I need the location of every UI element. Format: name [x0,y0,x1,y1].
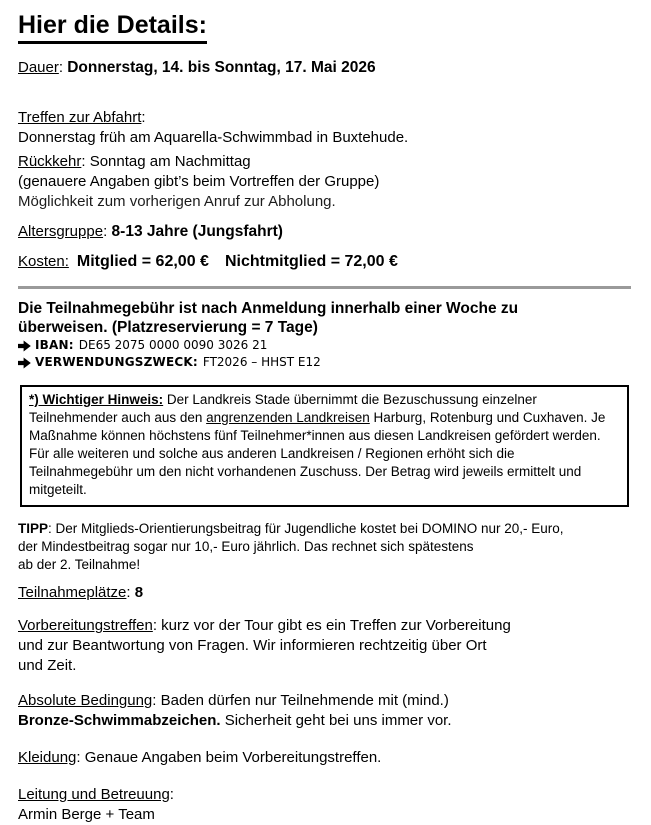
section-dauer [18,58,631,78]
zahlung-note-line1: Die Teilnahmegebühr ist nach Anmeldung innerhalb einer Woche zu [18,300,519,317]
vorbereitung-label: Vorbereitungstreffen [18,617,153,634]
vorbereitung-line3: und Zeit. [18,657,77,674]
section-leitung [18,785,631,825]
abfahrt-label: Treffen zur Abfahrt [18,109,142,126]
dauer-label: Dauer [18,59,59,76]
section-altersgruppe [18,222,631,242]
section-teilnahmeplaetze [18,583,631,603]
hinweis-part2: Harburg, Rotenburg und Cuxhaven. Je Maßnahme können höchstens fünf Teilnehmer*innen aus diesen Landkreisen gefördert werden. Für alle weiteren und solche aus anderen Landkreisen / Regionen erhöht sich die Teilnahmegebühr um den nicht vorhandenen Zuschuss. Der Betrag wird jeweils ermittelt und mitgeteilt. [29,410,606,497]
rueckkehr-note2: Möglichkeit zum vorherigen Anruf zur Abholung. [18,193,336,210]
kleidung-value: Genaue Angaben beim Vorbereitungstreffen. [80,749,382,766]
important-note-text [29,391,619,499]
right-arrow-icon [18,340,31,352]
kosten-label: Kosten: [18,253,69,270]
bedingung-line1: : Baden dürfen nur Teilnehmende mit (mind.) [152,692,449,709]
rueckkehr-value: Sonntag am Nachmittag [89,153,251,170]
verwendungszweck-label: VERWENDUNGSZWECK: [35,355,198,369]
teilnahmeplaetze-colon: : [126,584,131,601]
altersgruppe-colon: : [103,223,108,240]
rueckkehr-note1: (genauere Angaben gibt’s beim Vortreffen der Gruppe) [18,173,380,190]
abfahrt-colon: : [141,109,146,126]
tipp-line3: ab der 2. Teilnahme! [18,557,141,572]
verwendungszweck-value: FT2026 – HHST E12 [202,355,321,369]
section-vorbereitungstreffen [18,616,631,676]
altersgruppe-value: 8-13 Jahre (Jungsfahrt) [111,223,283,240]
bedingung-label: Absolute Bedingung [18,692,153,709]
altersgruppe-label: Altersgruppe [18,223,104,240]
section-kosten [18,252,631,272]
section-kleidung [18,748,631,768]
page-title-text: Hier die Details: [18,10,207,44]
iban-label: IBAN: [35,338,74,352]
iban-value: DE65 2075 0000 0090 3026 21 [78,338,268,352]
bedingung-bold: Bronze-Schwimmabzeichen. [18,712,221,729]
dauer-value: Donnerstag, 14. bis Sonntag, 17. Mai 2026 [67,59,376,76]
tipp-line2: der Mindestbeitrag sogar nur 10,- Euro jährlich. Das rechnet sich spätestens [18,539,474,554]
important-note-box [20,385,629,507]
leitung-value: Armin Berge + Team [18,806,155,823]
leitung-label: Leitung und Betreuung [18,786,170,803]
rueckkehr-label: Rückkehr [18,153,82,170]
bedingung-rest: Sicherheit geht bei uns immer vor. [224,712,452,729]
teilnahmeplaetze-label: Teilnahmeplätze [18,584,127,601]
hinweis-underlined: angrenzenden Landkreisen [206,410,370,425]
leitung-colon: : [169,786,174,803]
dauer-colon: : [58,59,64,76]
zahlung-note [18,299,631,337]
kleidung-label: Kleidung [18,749,77,766]
right-arrow-icon [18,357,31,369]
section-abfahrt [18,108,631,148]
iban-line [18,337,631,354]
kleidung-colon: : [76,749,81,766]
zahlung-note-line2: überweisen. (Platzreservierung = 7 Tage) [18,319,318,336]
section-tipp [18,520,631,574]
tipp-line1: : Der Mitglieds-Orientierungsbeitrag für Jugendliche kostet bei DOMINO nur 20,- Euro, [48,521,564,536]
kosten-mitglied: Mitglied = 62,00 € [76,253,209,270]
section-divider [18,286,631,289]
hinweis-part1: Der Landkreis Stade übernimmt die Bezuschussung einzelner Teilnehmender auch aus den [29,392,537,425]
section-bedingung [18,691,631,731]
section-rueckkehr [18,152,631,212]
verwendungszweck-line [18,354,631,371]
hinweis-lead: *) Wichtiger Hinweis: [29,392,164,407]
page-title [18,10,631,44]
kosten-nichtmitglied: Nichtmitglied = 72,00 € [224,253,398,270]
section-zahlung [18,299,631,371]
teilnahmeplaetze-value: 8 [134,584,144,601]
vorbereitung-line1: : kurz vor der Tour gibt es ein Treffen zur Vorbereitung [152,617,511,634]
abfahrt-value: Donnerstag früh am Aquarella-Schwimmbad in Buxtehude. [18,129,409,146]
tipp-label: TIPP [18,521,49,536]
rueckkehr-colon: : [81,153,86,170]
vorbereitung-line2: und zur Beantwortung von Fragen. Wir informieren rechtzeitig über Ort [18,637,487,654]
